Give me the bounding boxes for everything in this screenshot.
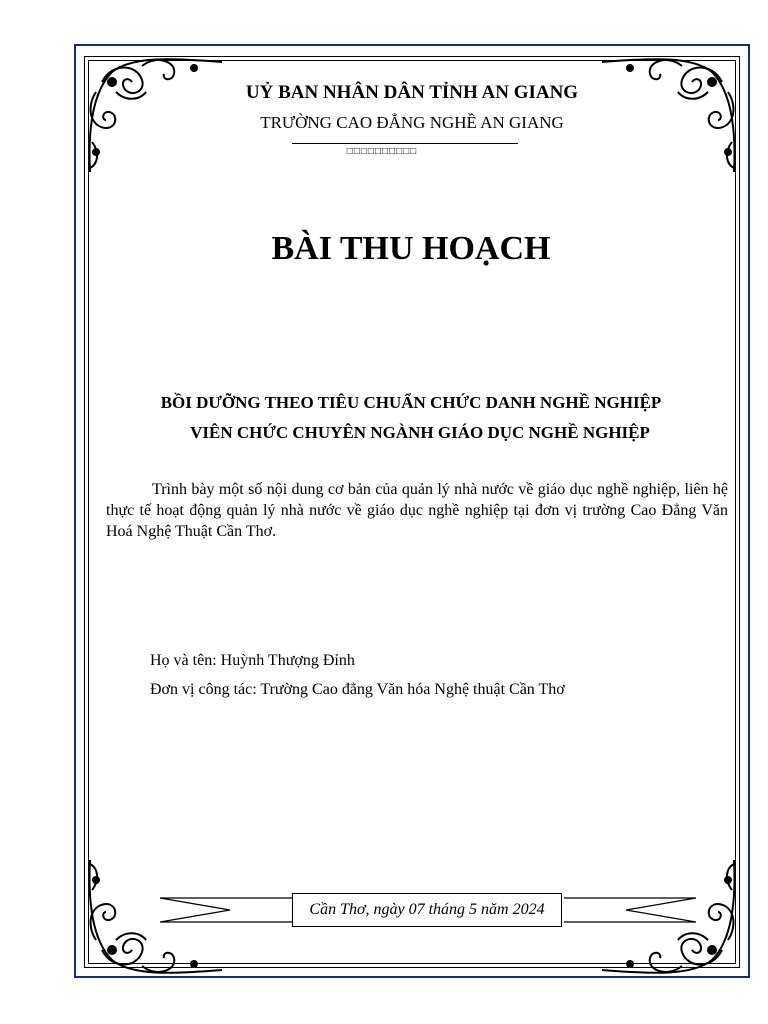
subtitle-line-1: BỒI DƯỠNG THEO TIÊU CHUẨN CHỨC DANH NGHỀ NGHIỆP [160, 393, 662, 412]
subtitle-line-2: VIÊN CHỨC CHUYÊN NGÀNH GIÁO DỤC NGHỀ NGHIỆP [190, 423, 650, 442]
header-ornament-text: □□□□□□□□□□ [346, 146, 418, 157]
authority-heading: UỶ BAN NHÂN DÂN TỈNH AN GIANG [245, 82, 579, 103]
date-place: Cần Thơ, ngày 07 tháng 5 năm 2024 [292, 893, 562, 927]
description-paragraph: Trình bày một số nội dung cơ bản của quản lý nhà nước về giáo dục nghề nghiệp, liên hệ thực tế hoạt động quản lý nhà nước về giáo dục nghề nghiệp tại đơn vị trường Cao Đẳng Văn Hoá Nghệ Thuật Cần Thơ. [106, 481, 728, 540]
author-name: Họ và tên: Huỳnh Thượng Đỉnh [150, 652, 355, 669]
header-divider [292, 143, 518, 144]
author-unit: Đơn vị công tác: Trường Cao đẳng Văn hóa Nghệ thuật Cần Thơ [150, 681, 565, 698]
school-heading: TRƯỜNG CAO ĐẲNG NGHỀ AN GIANG [260, 113, 564, 132]
document-title: BÀI THU HOẠCH [271, 230, 551, 267]
